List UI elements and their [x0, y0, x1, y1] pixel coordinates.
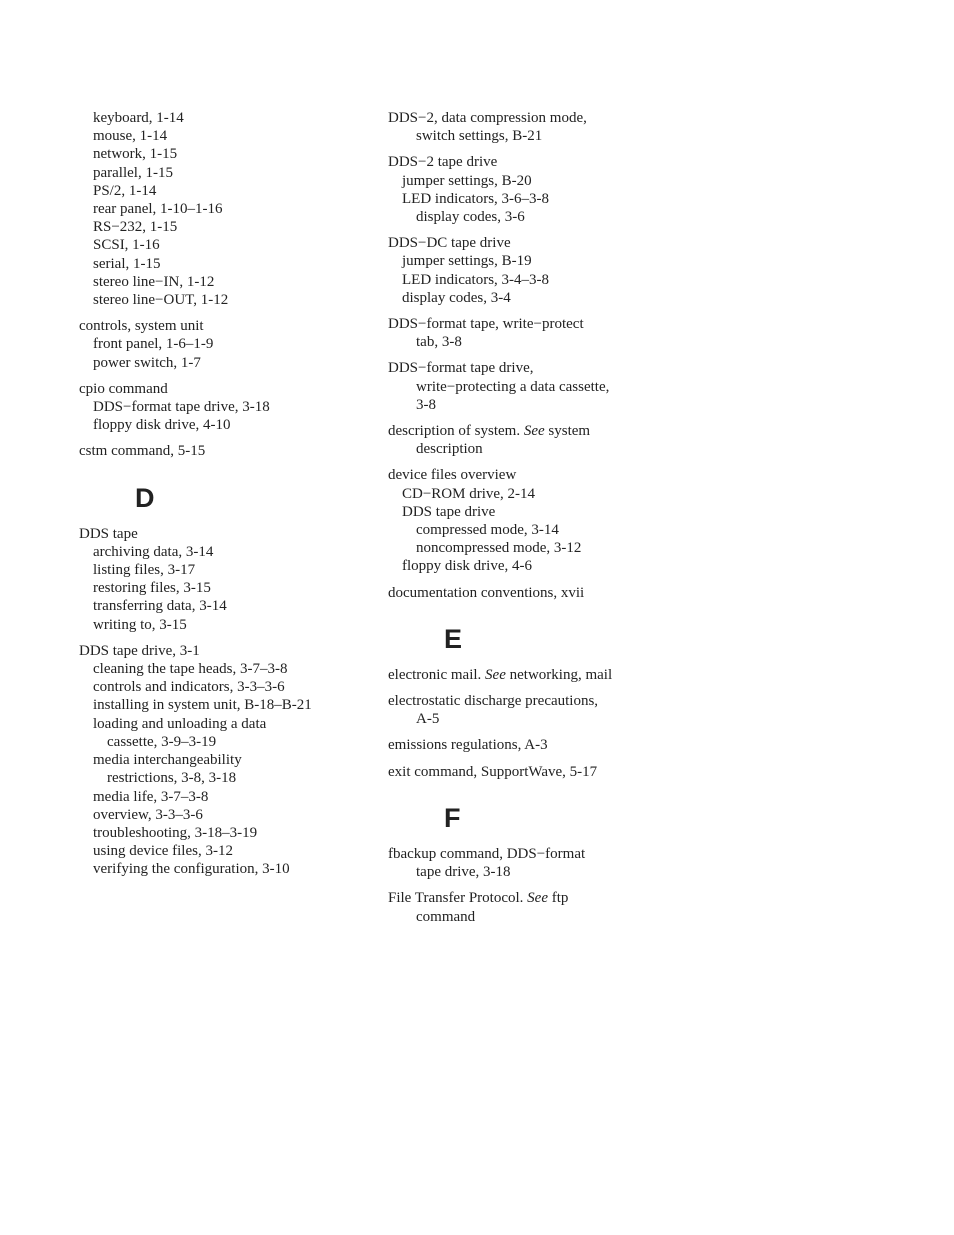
- index-subentry: stereo line−IN, 1-12: [93, 273, 215, 290]
- index-entry: DDS tape drive, 3-1: [79, 642, 200, 659]
- index-subentry: controls and indicators, 3-3–3-6: [93, 679, 285, 696]
- index-continuation: tab, 3-8: [416, 334, 462, 351]
- see-reference: See: [527, 890, 548, 907]
- index-continuation: command: [416, 908, 476, 925]
- index-entry-text: electronic mail.: [388, 666, 482, 683]
- index-subentry: LED indicators, 3-6–3-8: [402, 190, 550, 207]
- section-letter-heading: E: [444, 623, 463, 654]
- index-entry: DDS−2, data compression mode,: [388, 110, 587, 126]
- index-continuation: description: [416, 441, 483, 458]
- index-continuation: switch settings, B-21: [416, 128, 543, 145]
- index-subentry: loading and unloading a data: [93, 715, 267, 732]
- index-entry: [388, 889, 688, 907]
- index-subentry: keyboard, 1-14: [93, 110, 184, 126]
- index-subentry: rear panel, 1-10–1-16: [93, 201, 223, 218]
- entry-spacer: [388, 458, 688, 466]
- entry-spacer: [388, 414, 688, 422]
- index-subentry: parallel, 1-15: [93, 164, 173, 181]
- index-subentry: serial, 1-15: [93, 255, 161, 272]
- index-entry: DDS tape: [79, 525, 138, 542]
- index-entry-text: File Transfer Protocol.: [388, 890, 524, 907]
- section-letter-heading: F: [444, 802, 461, 833]
- index-subentry: RS−232, 1-15: [93, 219, 178, 236]
- entry-spacer: [79, 634, 369, 642]
- index-subentry: writing to, 3-15: [93, 616, 187, 633]
- see-target: ftp: [548, 890, 569, 907]
- index-continuation: write−protecting a data cassette,: [416, 378, 610, 395]
- index-subentry: media interchangeability: [93, 752, 242, 769]
- index-entry: DDS−2 tape drive: [388, 154, 498, 171]
- index-subentry: verifying the configuration, 3-10: [93, 861, 290, 878]
- index-entry: electrostatic discharge precautions,: [388, 693, 599, 710]
- index-column-right: [388, 109, 688, 926]
- see-target: networking, mail: [505, 666, 613, 683]
- index-subentry: floppy disk drive, 4-6: [402, 558, 532, 575]
- index-subentry: media life, 3-7–3-8: [93, 788, 209, 805]
- index-subentry: restoring files, 3-15: [93, 580, 211, 597]
- index-subentry: archiving data, 3-14: [93, 543, 214, 560]
- index-subentry: CD−ROM drive, 2-14: [402, 485, 536, 502]
- entry-spacer: [388, 307, 688, 315]
- entry-spacer: [388, 145, 688, 153]
- index-entry: controls, system unit: [79, 318, 204, 335]
- index-continuation: noncompressed mode, 3-12: [416, 540, 582, 557]
- index-continuation: 3-8: [416, 396, 436, 413]
- index-subentry: network, 1-15: [93, 146, 178, 163]
- index-subentry: display codes, 3-4: [402, 289, 511, 306]
- index-subentry: mouse, 1-14: [93, 128, 168, 145]
- index-subentry: listing files, 3-17: [93, 562, 196, 579]
- index-continuation: cassette, 3-9–3-19: [107, 733, 217, 750]
- entry-spacer: [388, 684, 688, 692]
- entry-spacer: [388, 351, 688, 359]
- index-continuation: A-5: [416, 711, 440, 728]
- entry-spacer: [79, 372, 369, 380]
- index-subentry: cleaning the tape heads, 3-7–3-8: [93, 661, 288, 678]
- index-entry: DDS−format tape drive,: [388, 360, 534, 377]
- index-continuation: display codes, 3-6: [416, 209, 525, 226]
- entry-spacer: [388, 576, 688, 584]
- index-entry: documentation conventions, xvii: [388, 584, 585, 601]
- entry-spacer: [388, 728, 688, 736]
- see-target: system: [544, 423, 591, 440]
- entry-spacer: [388, 226, 688, 234]
- index-subentry: front panel, 1-6–1-9: [93, 336, 214, 353]
- index-subentry: installing in system unit, B-18–B-21: [93, 697, 312, 714]
- index-continuation: tape drive, 3-18: [416, 864, 511, 881]
- index-entry: DDS−format tape, write−protect: [388, 316, 584, 333]
- index-continuation: restrictions, 3-8, 3-18: [107, 770, 237, 787]
- section-letter-heading: D: [135, 482, 155, 513]
- index-subentry: PS/2, 1-14: [93, 182, 157, 199]
- see-reference: See: [485, 666, 506, 683]
- index-entry: device files overview: [388, 467, 517, 484]
- index-continuation: compressed mode, 3-14: [416, 522, 559, 539]
- index-subentry: jumper settings, B-19: [402, 253, 532, 270]
- index-subentry: DDS−format tape drive, 3-18: [93, 399, 270, 416]
- index-subentry: stereo line−OUT, 1-12: [93, 292, 229, 309]
- see-reference: See: [523, 423, 545, 440]
- index-subentry: jumper settings, B-20: [402, 172, 532, 189]
- index-entry: emissions regulations, A-3: [388, 737, 548, 754]
- index-subentry: overview, 3-3–3-6: [93, 806, 203, 823]
- index-entry: exit command, SupportWave, 5-17: [388, 763, 598, 780]
- index-entry: fbackup command, DDS−format: [388, 845, 586, 862]
- index-entry: cpio command: [79, 380, 168, 397]
- index-entry-text: description of system.: [388, 423, 521, 440]
- entry-spacer: [388, 881, 688, 889]
- index-subentry: using device files, 3-12: [93, 843, 233, 860]
- index-subentry: SCSI, 1-16: [93, 237, 160, 254]
- index-entry: DDS−DC tape drive: [388, 235, 511, 252]
- index-subentry: DDS tape drive: [402, 503, 496, 520]
- index-entry: [388, 666, 688, 684]
- entry-spacer: [79, 309, 369, 317]
- index-subentry: troubleshooting, 3-18–3-19: [93, 824, 258, 841]
- entry-spacer: [79, 434, 369, 442]
- index-subentry: power switch, 1-7: [93, 354, 201, 371]
- index-column-left: [79, 109, 369, 879]
- index-entry: [388, 422, 688, 440]
- index-subentry: transferring data, 3-14: [93, 598, 227, 615]
- index-entry: cstm command, 5-15: [79, 443, 206, 460]
- entry-spacer: [388, 755, 688, 763]
- index-subentry: floppy disk drive, 4-10: [93, 417, 231, 434]
- index-subentry: LED indicators, 3-4–3-8: [402, 271, 550, 288]
